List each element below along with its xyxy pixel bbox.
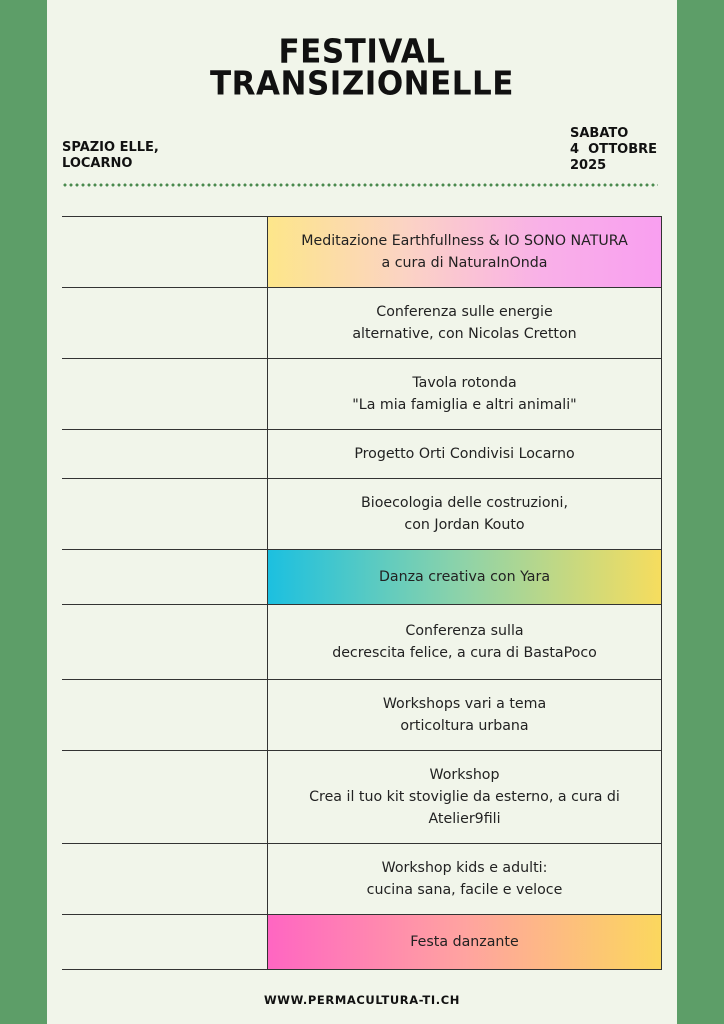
event-text-line: Bioecologia delle costruzioni,	[361, 495, 568, 511]
schedule-row	[62, 217, 662, 288]
poster-page	[47, 0, 677, 1024]
venue	[62, 140, 159, 172]
event-text-line: decrescita felice, a cura di BastaPoco	[332, 645, 597, 661]
event-text-line: Meditazione Earthfullness & IO SONO NATURA	[301, 233, 628, 249]
venue-line-2: LOCARNO	[62, 156, 133, 171]
time-cell	[62, 217, 267, 287]
festival-title	[47, 33, 677, 103]
event-cell	[267, 915, 662, 969]
event-text-line: con Jordan Kouto	[404, 517, 525, 533]
event-text-line: Tavola rotonda	[412, 375, 517, 391]
event-cell	[267, 680, 662, 750]
event-date	[570, 126, 657, 174]
title-line-1: FESTIVAL	[278, 33, 446, 71]
time-cell	[62, 288, 267, 358]
event-text-line: cucina sana, facile e veloce	[366, 882, 563, 898]
event-text-line: Progetto Orti Condivisi Locarno	[354, 446, 575, 462]
event-text-line: orticoltura urbana	[400, 718, 529, 734]
schedule-row	[62, 288, 662, 359]
schedule-row	[62, 680, 662, 751]
schedule-row	[62, 605, 662, 680]
event-cell	[267, 751, 662, 843]
time-cell	[62, 751, 267, 843]
event-cell	[267, 430, 662, 478]
event-cell	[267, 550, 662, 604]
time-cell	[62, 680, 267, 750]
event-text-line: Festa danzante	[410, 934, 519, 950]
schedule-row	[62, 844, 662, 915]
event-text-line: Conferenza sulla	[405, 623, 524, 639]
event-text-line: "La mia famiglia e altri animali"	[352, 397, 577, 413]
event-cell	[267, 288, 662, 358]
event-text-line: Workshops vari a tema	[382, 696, 547, 712]
date-line-3: 2025	[570, 158, 607, 173]
event-cell	[267, 605, 662, 679]
event-cell	[267, 479, 662, 549]
time-cell	[62, 359, 267, 429]
date-line-2: 4 OTTOBRE	[570, 142, 658, 157]
event-text-line: alternative, con Nicolas Cretton	[352, 326, 577, 342]
time-cell	[62, 605, 267, 679]
schedule-row	[62, 430, 662, 479]
time-cell	[62, 844, 267, 914]
venue-line-1: SPAZIO ELLE,	[62, 140, 159, 155]
website-link[interactable]: WWW.PERMACULTURA-TI.CH	[264, 993, 460, 1007]
event-text-line: a cura di NaturaInOnda	[381, 255, 548, 271]
event-text-line: Danza creativa con Yara	[378, 569, 551, 585]
schedule-row	[62, 915, 662, 970]
title-line-2: TRANSIZIONELLE	[210, 65, 514, 103]
schedule-table	[62, 216, 662, 970]
event-cell	[267, 844, 662, 914]
event-cell	[267, 217, 662, 287]
schedule-row	[62, 479, 662, 550]
event-text-line: Workshop kids e adulti:	[381, 860, 548, 876]
time-cell	[62, 479, 267, 549]
schedule-row	[62, 359, 662, 430]
event-text-line: Crea il tuo kit stoviglie da esterno, a cura di	[309, 789, 620, 805]
schedule-row	[62, 751, 662, 844]
schedule-row	[62, 550, 662, 605]
time-cell	[62, 430, 267, 478]
date-line-1: SABATO	[570, 126, 629, 141]
time-cell	[62, 915, 267, 969]
event-cell	[267, 359, 662, 429]
event-text-line: Atelier9fili	[428, 811, 501, 827]
event-text-line: Conferenza sulle energie	[376, 304, 553, 320]
event-text-line: Workshop	[429, 767, 500, 783]
time-cell	[62, 550, 267, 604]
dotted-divider	[62, 183, 658, 187]
